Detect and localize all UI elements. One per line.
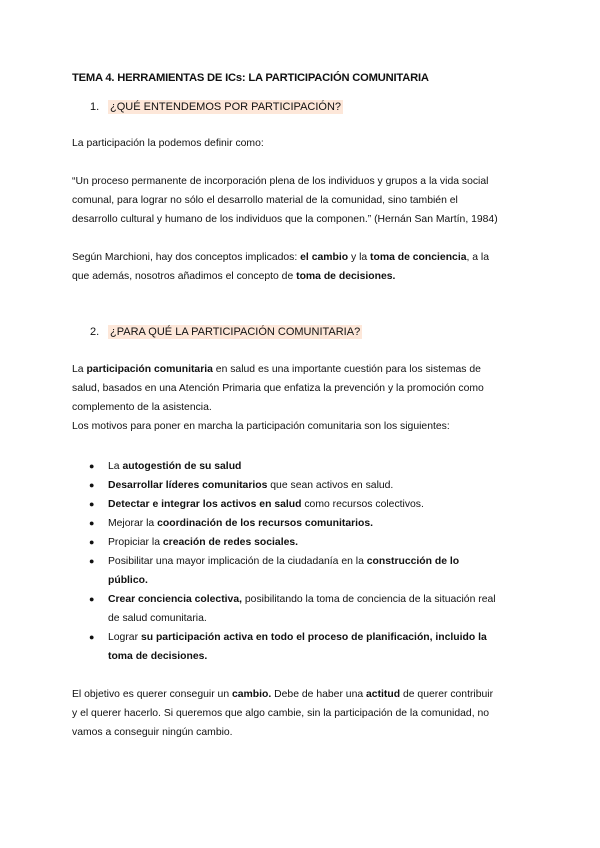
list-item: ● Propiciar la creación de redes sociales. <box>72 533 542 552</box>
section-1-intro: La participación la podemos definir como: <box>72 138 264 149</box>
list-item: ● Detectar e integrar los activos en salud como recursos colectivos. <box>72 495 542 514</box>
list-item: ● Crear conciencia colectiva, posibilitando la toma de conciencia de la situación real de salud comunitaria. <box>72 590 542 628</box>
bullet-icon: ● <box>89 537 95 547</box>
section-2-heading <box>90 326 362 338</box>
concept-toma-de-conciencia: toma de conciencia <box>370 252 467 263</box>
closing-paragraph: El objetivo es querer conseguir un cambio. Debe de haber una actitud de querer contribuir y el querer hacerlo. Si queremos que algo cambie, sin la participación de la comunidad, no vamos a conseguir ningún cambio. <box>72 689 494 738</box>
concept-toma-de-decisiones: toma de decisiones. <box>296 271 396 282</box>
section-1-heading <box>90 101 343 113</box>
concept-cambio: el cambio <box>300 252 349 263</box>
list-item: ● Lograr su participación activa en todo el proceso de planificación, incluido la toma de decisiones. <box>72 628 542 666</box>
bullet-icon: ● <box>89 480 95 490</box>
marchioni-paragraph: Según Marchioni, hay dos conceptos implicados: el cambio y la toma de conciencia, a la que además, nosotros añadimos el concepto de toma de decisiones. <box>72 252 490 282</box>
bullet-icon: ● <box>89 556 95 566</box>
motives-list <box>72 457 542 666</box>
participation-paragraph: La participación comunitaria en salud es una importante cuestión para los sistemas de salud, basados en una Atención Primaria que enfatiza la prevención y la promoción como complemento de la asistencia. Los motivos para poner en marcha la participación comunitaria son los siguientes: <box>72 364 484 432</box>
list-item: ● Desarrollar líderes comunitarios que sean activos en salud. <box>72 476 542 495</box>
definition-quote: “Un proceso permanente de incorporación plena de los individuos y grupos a la vida social comunal, para lograr no sólo el desarrollo material de la comunidad, sino también el desarrollo cultural y humano de los individuos que la componen.” (Hernán San Martín, 1984) <box>72 176 498 225</box>
section-1-heading-text: ¿QUÉ ENTENDEMOS POR PARTICIPACIÓN? <box>110 101 342 113</box>
bullet-icon: ● <box>89 594 95 604</box>
bullet-icon: ● <box>89 632 95 642</box>
bullet-icon: ● <box>89 518 95 528</box>
bullet-icon: ● <box>89 499 95 509</box>
list-item: ● Mejorar la coordinación de los recursos comunitarios. <box>72 514 542 533</box>
section-2-heading-text: ¿PARA QUÉ LA PARTICIPACIÓN COMUNITARIA? <box>110 326 361 338</box>
list-item: ● Posibilitar una mayor implicación de la ciudadanía en la construcción de lo público. <box>72 552 542 590</box>
list-item: ● La autogestión de su salud <box>72 457 542 476</box>
bullet-icon: ● <box>89 461 95 471</box>
document-title: TEMA 4. HERRAMIENTAS DE ICs: LA PARTICIPACIÓN COMUNITARIA <box>72 72 429 84</box>
section-1-number: 1. <box>90 101 100 113</box>
section-2-number: 2. <box>90 326 100 338</box>
